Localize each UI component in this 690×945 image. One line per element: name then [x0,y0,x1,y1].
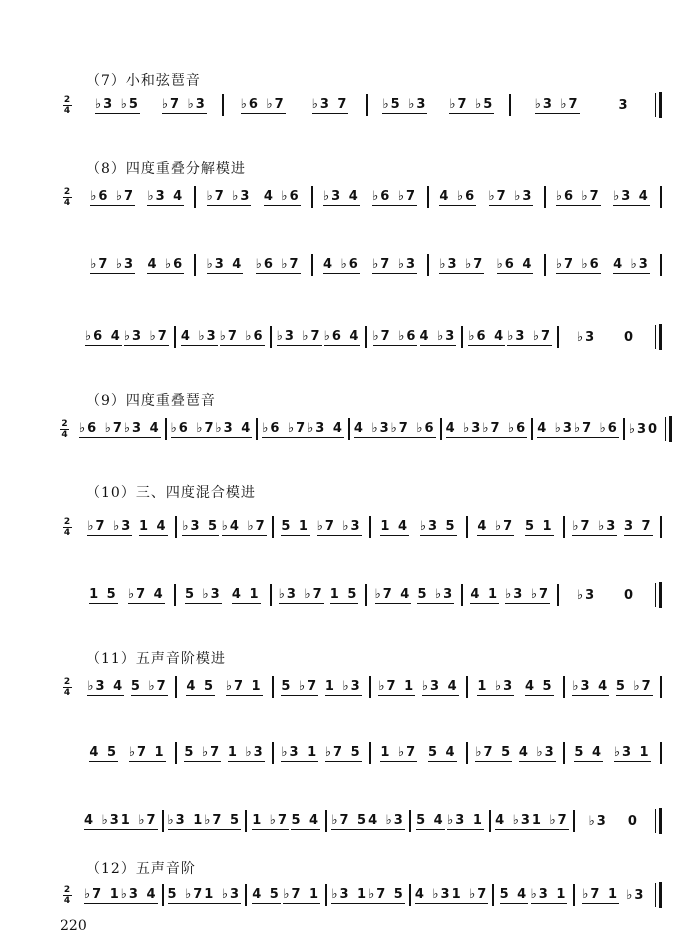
measure [224,90,366,120]
measure [327,880,409,910]
beat-group: 1 5 [89,586,118,602]
beat-group: ♭3 [577,587,597,603]
section-heading: （9）四度重叠琶音 [86,393,216,409]
measures-row [80,182,662,212]
beat-group: 4 1 [470,586,500,602]
measure [367,322,461,352]
beat-group: ♭3 4 [572,678,610,694]
beat-group: ♭3 ♭7 [505,586,551,602]
measure [468,738,563,768]
beat-group: 0 [624,587,636,603]
measure [274,512,369,542]
measure [80,880,162,910]
beat-group: ♭3 ♭7 [123,328,169,344]
time-signature-numerator: 2 [63,884,71,895]
beat-group: 5 ♭3 [184,586,222,602]
barline [660,516,662,538]
time-signature [60,678,74,697]
measure [164,880,246,910]
measure [80,738,175,768]
final-barline [659,808,662,834]
measure [463,580,557,610]
beat-group: 5 4 [291,812,321,828]
beat-group: ♭7 ♭3 [372,256,418,272]
beat-group: ♭3 4 [123,420,161,436]
barline [660,254,662,276]
barline [660,676,662,698]
beat-group: 1 ♭7 [451,886,489,902]
measure [468,512,563,542]
beat-group: ♭6 4 [85,328,122,344]
beat-group: 4 ♭3 [84,812,121,828]
measure [247,880,325,910]
measures-row [80,90,662,120]
measure [327,806,409,836]
beat-group: 1 ♭3 [227,744,265,760]
time-signature-denominator: 4 [63,527,71,538]
beat-group: ♭7 ♭6 [372,328,418,344]
notation-line [60,250,662,280]
time-signature-numerator: 2 [63,94,71,105]
measure [575,806,653,836]
section-heading: （10）三、四度混合模进 [86,485,256,501]
measures-row [80,880,662,910]
beat-group: 4 ♭3 [419,328,457,344]
measure [565,512,660,542]
measure [442,414,532,444]
measure [247,806,325,836]
beat-group: 4 ♭3 [368,812,405,828]
beat-group: ♭3 4 [215,420,253,436]
measures-row [80,250,662,280]
barline [660,186,662,208]
beat-group: 5 ♭7 [167,886,205,902]
beat-group: ♭7 ♭6 [555,256,601,272]
beat-group: 5 ♭3 [417,586,455,602]
beat-group: 1 ♭3 [324,678,362,694]
beat-group: 4 1 [231,586,261,602]
barline [660,742,662,764]
beat-group: 4 ♭3 [537,420,574,436]
notation-line [60,806,662,836]
beat-group: ♭7 ♭6 [482,420,528,436]
beat-group: ♭7 1 [225,678,263,694]
final-barline [659,92,662,118]
measures-row [80,322,662,352]
measure [80,806,162,836]
beat-group: 4 ♭3 [495,812,532,828]
measure [511,90,653,120]
measure [258,414,348,444]
beat-group: 1 ♭7 [380,744,418,760]
measure [196,182,310,212]
measure [533,414,623,444]
beat-group: 5 ♭7 [281,678,319,694]
measure [80,672,175,702]
beat-group: 3 [618,97,630,113]
beat-group: 4 ♭6 [323,256,360,272]
beat-group: ♭7 5 [475,744,513,760]
measure [468,672,563,702]
beat-group: 1 ♭7 [531,812,569,828]
beat-group: 1 5 [329,586,359,602]
beat-group: ♭3 7 [311,96,349,112]
measure [491,806,573,836]
beat-group: ♭7 5 [368,886,405,902]
beat-group: 4 5 [89,744,119,760]
measure [274,672,369,702]
beat-group: ♭6 ♭7 [90,188,136,204]
final-barline [669,416,672,442]
time-signature-denominator: 4 [63,687,71,698]
beat-group: 1 ♭7 [120,812,158,828]
beat-group: ♭7 5 [204,812,241,828]
beat-group: ♭3 1 [530,886,568,902]
measure [429,182,543,212]
beat-group: ♭7 ♭3 [87,518,133,534]
measure [559,322,653,352]
beat-group: ♭3 4 [323,188,360,204]
beat-group: 4 ♭6 [147,256,185,272]
beat-group: ♭7 1 [378,678,416,694]
beat-group: 5 4 [427,744,457,760]
beat-group: 4 ♭6 [439,188,477,204]
beat-group: ♭3 4 [421,678,459,694]
beat-group: 4 ♭3 [613,256,650,272]
beat-group: 1 ♭3 [477,678,515,694]
beat-group: 0 [627,813,639,829]
notation-line [60,738,662,768]
beat-group: ♭7 ♭3 [488,188,534,204]
beat-group: ♭6 ♭7 [240,96,286,112]
measure [272,322,366,352]
beat-group: ♭7 1 [582,886,619,902]
beat-group: 5 4 [574,744,604,760]
notation-line [60,414,662,444]
measure [176,322,270,352]
beat-group: 1 4 [380,518,410,534]
beat-group: ♭6 ♭7 [262,420,308,436]
measure [80,512,175,542]
beat-group: ♭7 ♭3 [90,256,136,272]
beat-group: 3 7 [623,518,653,534]
measure [313,250,427,280]
measure [274,738,369,768]
measure [272,580,366,610]
time-signature-numerator: 2 [63,516,71,527]
beat-group: ♭3 4 [147,188,185,204]
measures-row [80,806,662,836]
measure [371,512,466,542]
beat-group: ♭3 ♭7 [276,328,322,344]
beat-group: ♭7 ♭3 [572,518,618,534]
beat-group: 5 ♭7 [615,678,653,694]
beat-group: ♭7 1 [84,886,121,902]
beat-group: ♭3 4 [613,188,650,204]
measure [546,250,660,280]
beat-group: ♭6 4 [496,256,534,272]
measure [367,580,461,610]
beat-group: ♭3 [626,887,646,903]
time-signature-denominator: 4 [63,197,71,208]
beat-group: ♭3 1 [331,886,369,902]
beat-group: ♭3 1 [281,744,319,760]
final-barline [659,324,662,350]
beat-group: ♭6 ♭7 [79,420,124,436]
time-signature-denominator: 4 [61,429,68,440]
beat-group: ♭6 ♭7 [170,420,216,436]
beat-group: ♭3 4 [307,420,344,436]
time-signature-denominator: 4 [63,895,71,906]
beat-group: ♭3 1 [447,812,484,828]
time-signature [60,518,74,537]
beat-group: ♭3 ♭7 [507,328,553,344]
measure [565,738,660,768]
beat-group: ♭7 4 [374,586,412,602]
measure [80,322,174,352]
notation-line [60,90,662,120]
beat-group: ♭7 ♭6 [219,328,265,344]
measure [559,580,653,610]
measure [80,250,194,280]
beat-group: ♭7 ♭6 [573,420,619,436]
measure [463,322,557,352]
beat-group: 4 ♭3 [518,744,556,760]
measure [177,512,272,542]
measure [368,90,510,120]
beat-group: ♭7 ♭6 [390,420,436,436]
beat-group: ♭3 5 [182,518,220,534]
beat-group: ♭3 4 [120,886,158,902]
measure [167,414,257,444]
beat-group: ♭3 [588,813,608,829]
beat-group: ♭7 4 [127,586,165,602]
beat-group: ♭5 ♭3 [382,96,428,112]
measure [80,182,194,212]
beat-group: ♭3 1 [613,744,651,760]
beat-group: ♭3 [628,421,649,437]
beat-group: ♭3 [577,329,597,345]
time-signature [60,96,74,115]
notation-line [60,580,662,610]
beat-group: ♭6 ♭7 [255,256,301,272]
page-number: 220 [60,918,87,934]
beat-group: ♭7 1 [128,744,166,760]
time-signature-numerator: 2 [63,186,71,197]
beat-group: ♭7 ♭3 [206,188,252,204]
time-signature-denominator: 4 [63,105,71,116]
beat-group: ♭7 ♭3 [161,96,207,112]
final-barline [659,582,662,608]
measures-row [80,738,662,768]
beat-group: 1 ♭7 [252,812,289,828]
beat-group: ♭3 ♭7 [439,256,485,272]
measure [75,414,165,444]
measure [350,414,440,444]
measures-row [75,414,672,444]
section-heading: （11）五声音阶模进 [86,651,226,667]
time-signature-numerator: 2 [63,676,71,687]
beat-group: 4 ♭6 [263,188,301,204]
final-barline [659,882,662,908]
measure [411,880,493,910]
beat-group: 0 [648,421,660,437]
beat-group: ♭6 ♭7 [372,188,418,204]
beat-group: ♭3 4 [206,256,244,272]
beat-group: ♭3 ♭7 [278,586,324,602]
measures-row [80,580,662,610]
measure [411,806,489,836]
measure [371,738,466,768]
measures-row [80,672,662,702]
beat-group: 5 4 [416,812,445,828]
beat-group: ♭7 5 [331,812,369,828]
beat-group: ♭6 4 [468,328,506,344]
beat-group: ♭3 5 [419,518,457,534]
beat-group: 4 5 [186,678,216,694]
beat-group: 1 ♭3 [204,886,241,902]
measure [371,672,466,702]
time-signature [60,420,69,439]
beat-group: ♭3 1 [167,812,205,828]
measure [625,414,663,444]
measure [196,250,310,280]
beat-group: 4 ♭3 [414,886,452,902]
notation-line [60,182,662,212]
beat-group: ♭6 ♭7 [555,188,601,204]
beat-group: 4 5 [252,886,281,902]
beat-group: ♭7 ♭3 [316,518,362,534]
beat-group: ♭3 ♭7 [534,96,580,112]
measure [177,672,272,702]
measure [177,738,272,768]
beat-group: ♭6 4 [323,328,361,344]
measure [429,250,543,280]
measure [565,672,660,702]
beat-group: ♭3 4 [87,678,125,694]
measure [80,90,222,120]
beat-group: 4 ♭3 [180,328,218,344]
beat-group: 1 4 [138,518,168,534]
notation-line [60,880,662,910]
beat-group: 0 [624,329,636,345]
beat-group: 5 1 [524,518,554,534]
measure [313,182,427,212]
measure [575,880,653,910]
section-heading: （7）小和弦琶音 [86,73,201,89]
beat-group: ♭7 5 [324,744,362,760]
beat-group: 4 ♭3 [353,420,391,436]
beat-group: 5 4 [499,886,529,902]
beat-group: 4 ♭7 [477,518,515,534]
notation-line [60,322,662,352]
beat-group: 5 ♭7 [184,744,222,760]
beat-group: 4 ♭3 [445,420,483,436]
beat-group: ♭3 ♭5 [94,96,140,112]
beat-group: 5 ♭7 [130,678,168,694]
beat-group: 5 1 [281,518,310,534]
beat-group: 4 5 [524,678,554,694]
beat-group: ♭4 ♭7 [221,518,267,534]
notation-line [60,512,662,542]
time-signature-numerator: 2 [61,418,68,429]
measure [176,580,270,610]
section-heading: （12）五声音阶 [86,861,196,877]
measures-row [80,512,662,542]
time-signature [60,188,74,207]
measure [546,182,660,212]
notation-line [60,672,662,702]
section-heading: （8）四度重叠分解模进 [86,161,246,177]
measure [494,880,572,910]
measure [164,806,246,836]
beat-group: ♭7 1 [283,886,321,902]
time-signature [60,886,74,905]
beat-group: ♭7 ♭5 [449,96,495,112]
measure [80,580,174,610]
